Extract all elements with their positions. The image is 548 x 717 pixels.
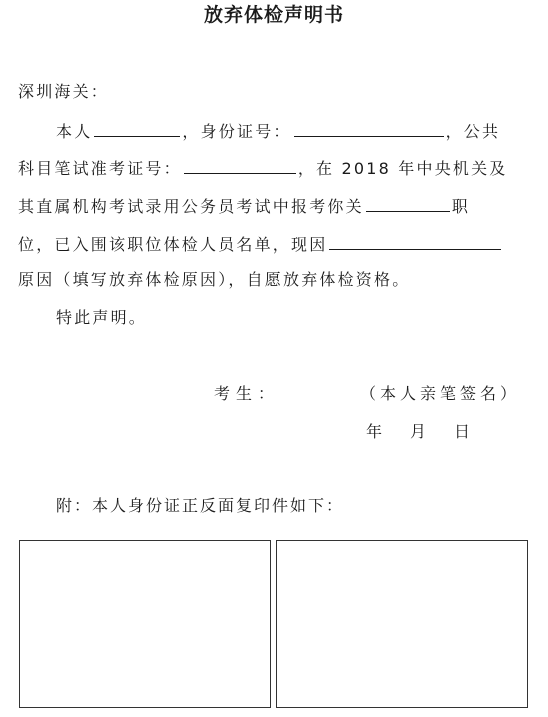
name-blank xyxy=(94,122,180,137)
closing-statement: 特此声明。 xyxy=(56,308,148,327)
candidate-label: 考生： xyxy=(214,384,281,403)
text-public: ，公共 xyxy=(445,122,501,141)
text-id-label: ，身份证号： xyxy=(182,122,292,141)
date-line xyxy=(366,424,470,440)
declaration-line-1 xyxy=(56,122,500,140)
attachment-note: 附：本人身份证正反面复印件如下： xyxy=(56,496,345,515)
declaration-line-2 xyxy=(18,159,508,177)
text-self: 本人 xyxy=(56,122,93,141)
text-zhi: 职 xyxy=(451,197,471,216)
declaration-line-4 xyxy=(18,235,503,253)
signature-hint: （本人亲笔签名） xyxy=(360,384,521,403)
text-shortlisted: 位，已入围该职位体检人员名单，现因 xyxy=(18,235,328,254)
exam-number-blank xyxy=(184,159,296,174)
document-title: 放弃体检声明书 xyxy=(203,4,344,26)
day-label: 日 xyxy=(454,422,471,441)
month-label: 月 xyxy=(410,422,427,441)
reason-blank xyxy=(329,235,501,250)
id-card-front-box xyxy=(19,540,271,708)
declaration-line-3 xyxy=(18,197,470,215)
year-label: 年 xyxy=(366,422,383,441)
id-number-blank xyxy=(294,122,444,137)
position-blank xyxy=(366,197,450,212)
text-applied-position: 其直属机构考试录用公务员考试中报考你关 xyxy=(18,197,364,216)
addressee: 深圳海关： xyxy=(18,82,110,101)
id-card-back-box xyxy=(276,540,528,708)
text-exam-number-label: 科目笔试准考证号： xyxy=(18,159,182,178)
text-year-clause: ，在 2018 年中央机关及 xyxy=(297,159,508,178)
declaration-line-5: 原因（填写放弃体检原因），自愿放弃体检资格。 xyxy=(18,270,411,289)
